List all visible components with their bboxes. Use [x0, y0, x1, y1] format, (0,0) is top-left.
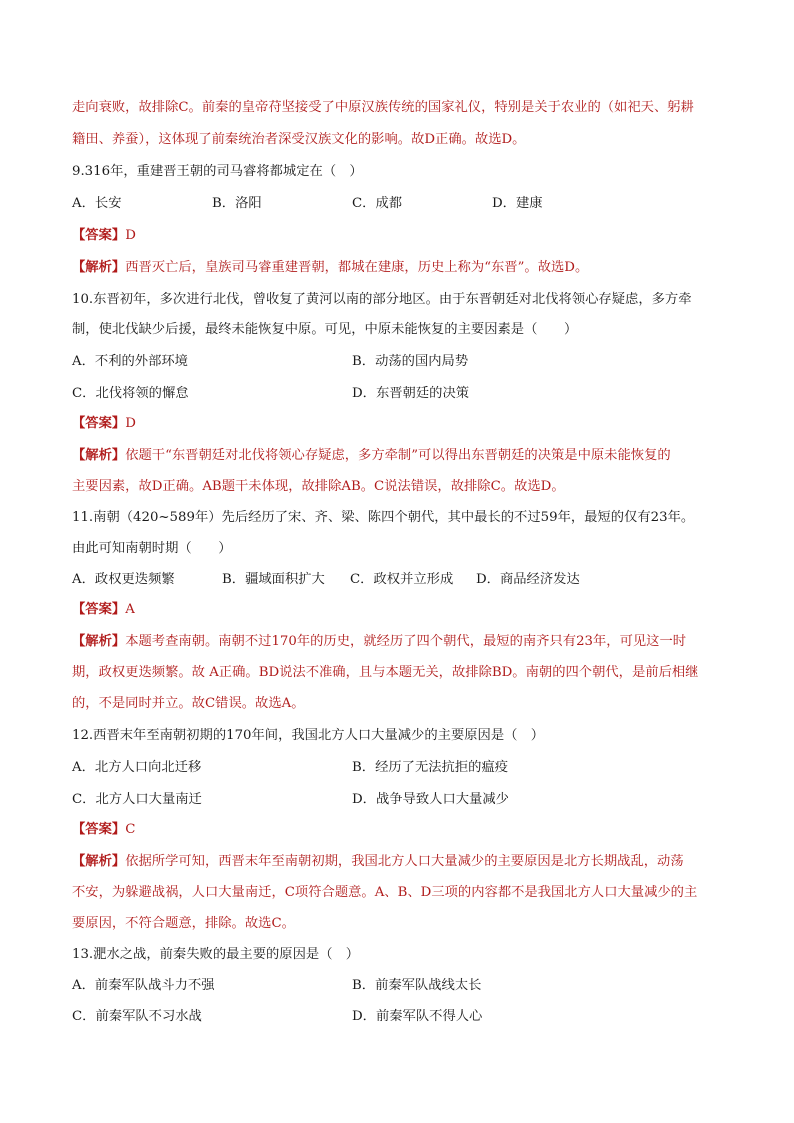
question-10-option-d: D．东晋朝廷的决策 [352, 386, 470, 401]
answer-value: C [125, 822, 136, 837]
question-10-option-c: C．北伐将领的懈怠 [72, 386, 189, 401]
question-13-option-c: C．前秦军队不习水战 [72, 1009, 202, 1024]
question-12-analysis-line-2: 不安，为躲避战祸，人口大量南迁，C项符合题意。A、B、D三项的内容都不是我国北方人口大量减少的主 [72, 885, 698, 900]
question-12-analysis-line-3: 要原因，不符合题意，排除。故选C。 [72, 916, 295, 931]
question-11-answer [72, 600, 135, 620]
question-9-answer [72, 226, 136, 246]
analysis-text: 西晋灭亡后，皇族司马睿重建晋朝，都城在建康，历史上称为“东晋”。故选D。 [125, 260, 589, 275]
question-10-option-a: A．不利的外部环境 [72, 354, 188, 369]
question-12-analysis [72, 852, 684, 872]
question-9-stem: 9.316年，重建晋王朝的司马睿将都城定在（ ） [72, 164, 363, 179]
analysis-label: 【解析】 [72, 854, 126, 869]
question-12-stem: 12.西晋末年至南朝初期的170年间，我国北方人口大量减少的主要原因是（ ） [72, 728, 545, 743]
question-11-option-b: B．疆域面积扩大 [222, 572, 325, 587]
question-9-option-a: A．长安 [72, 196, 122, 211]
question-9-analysis [72, 258, 588, 278]
analysis-continuation-line-2: 籍田、养蚕），这体现了前秦统治者深受汉族文化的影响。故D正确。故选D。 [72, 132, 526, 147]
question-10-answer [72, 414, 136, 434]
question-12-option-d: D．战争导致人口大量减少 [352, 792, 509, 807]
question-12-option-b: B．经历了无法抗拒的瘟疫 [352, 760, 509, 775]
question-13-stem: 13.淝水之战，前秦失败的最主要的原因是（ ） [72, 947, 360, 962]
question-11-option-c: C．政权并立形成 [350, 572, 454, 587]
question-10-option-b: B．动荡的国内局势 [352, 354, 469, 369]
answer-value: D [125, 228, 136, 243]
question-11-analysis [72, 632, 686, 652]
analysis-label: 【解析】 [72, 448, 126, 463]
analysis-text-line-1: 本题考查南朝。南朝不过170年的历史，就经历了四个朝代，最短的南齐只有23年，可见这一时 [125, 634, 687, 649]
question-12-answer [72, 820, 135, 840]
question-13-option-a: A．前秦军队战斗力不强 [72, 978, 215, 993]
answer-label: 【答案】 [72, 822, 126, 837]
question-11-option-a: A．政权更迭频繁 [72, 572, 175, 587]
question-10-stem-line-2: 制，使北伐缺少后援，最终未能恢复中原。可见，中原未能恢复的主要因素是（ ） [72, 322, 578, 337]
question-13-option-d: D．前秦军队不得人心 [352, 1009, 483, 1024]
question-9-option-c: C．成都 [352, 196, 403, 211]
analysis-text-line-1: 依题干“东晋朝廷对北伐将领心存疑虑，多方牵制”可以得出东晋朝廷的决策是中原未能恢复的 [125, 448, 671, 463]
question-9-option-b: B．洛阳 [212, 196, 262, 211]
analysis-text-line-1: 依据所学可知，西晋末年至南朝初期，我国北方人口大量减少的主要原因是北方长期战乱，动荡 [125, 854, 684, 869]
analysis-continuation-line-1: 走向衰败，故排除C。前秦的皇帝苻坚接受了中原汉族传统的国家礼仪，特别是关于农业的（如祀天、躬耕 [72, 100, 694, 115]
question-10-analysis [72, 446, 671, 466]
question-13-option-b: B．前秦军队战线太长 [352, 978, 482, 993]
answer-label: 【答案】 [72, 602, 126, 617]
answer-value: D [125, 416, 136, 431]
analysis-label: 【解析】 [72, 260, 126, 275]
answer-label: 【答案】 [72, 228, 126, 243]
question-12-option-a: A．北方人口向北迁移 [72, 760, 202, 775]
question-11-stem-line-2: 由此可知南朝时期（ ） [72, 541, 232, 556]
question-10-analysis-line-2: 主要因素，故D正确。AB题干未体现，故排除AB。C说法错误，故排除C。故选D。 [72, 479, 565, 494]
question-10-stem-line-1: 10.东晋初年，多次进行北伐，曾收复了黄河以南的部分地区。由于东晋朝廷对北伐将领心存疑虑，多方牵 [72, 292, 692, 307]
question-11-stem-line-1: 11.南朝（420~589年）先后经历了宋、齐、梁、陈四个朝代，其中最长的不过59年，最短的仅有23年。 [72, 510, 695, 525]
answer-label: 【答案】 [72, 416, 126, 431]
question-11-option-d: D．商品经济发达 [476, 572, 580, 587]
question-12-option-c: C．北方人口大量南迁 [72, 792, 202, 807]
question-11-analysis-line-2: 期，政权更迭频繁。故 A正确。BD说法不准确，且与本题无关，故排除BD。南朝的四个朝代，是前后相继 [72, 665, 699, 680]
question-11-analysis-line-3: 的，不是同时并立。故C错误。故选A。 [72, 696, 305, 711]
question-9-option-d: D．建康 [492, 196, 543, 211]
answer-value: A [125, 602, 135, 617]
analysis-label: 【解析】 [72, 634, 126, 649]
